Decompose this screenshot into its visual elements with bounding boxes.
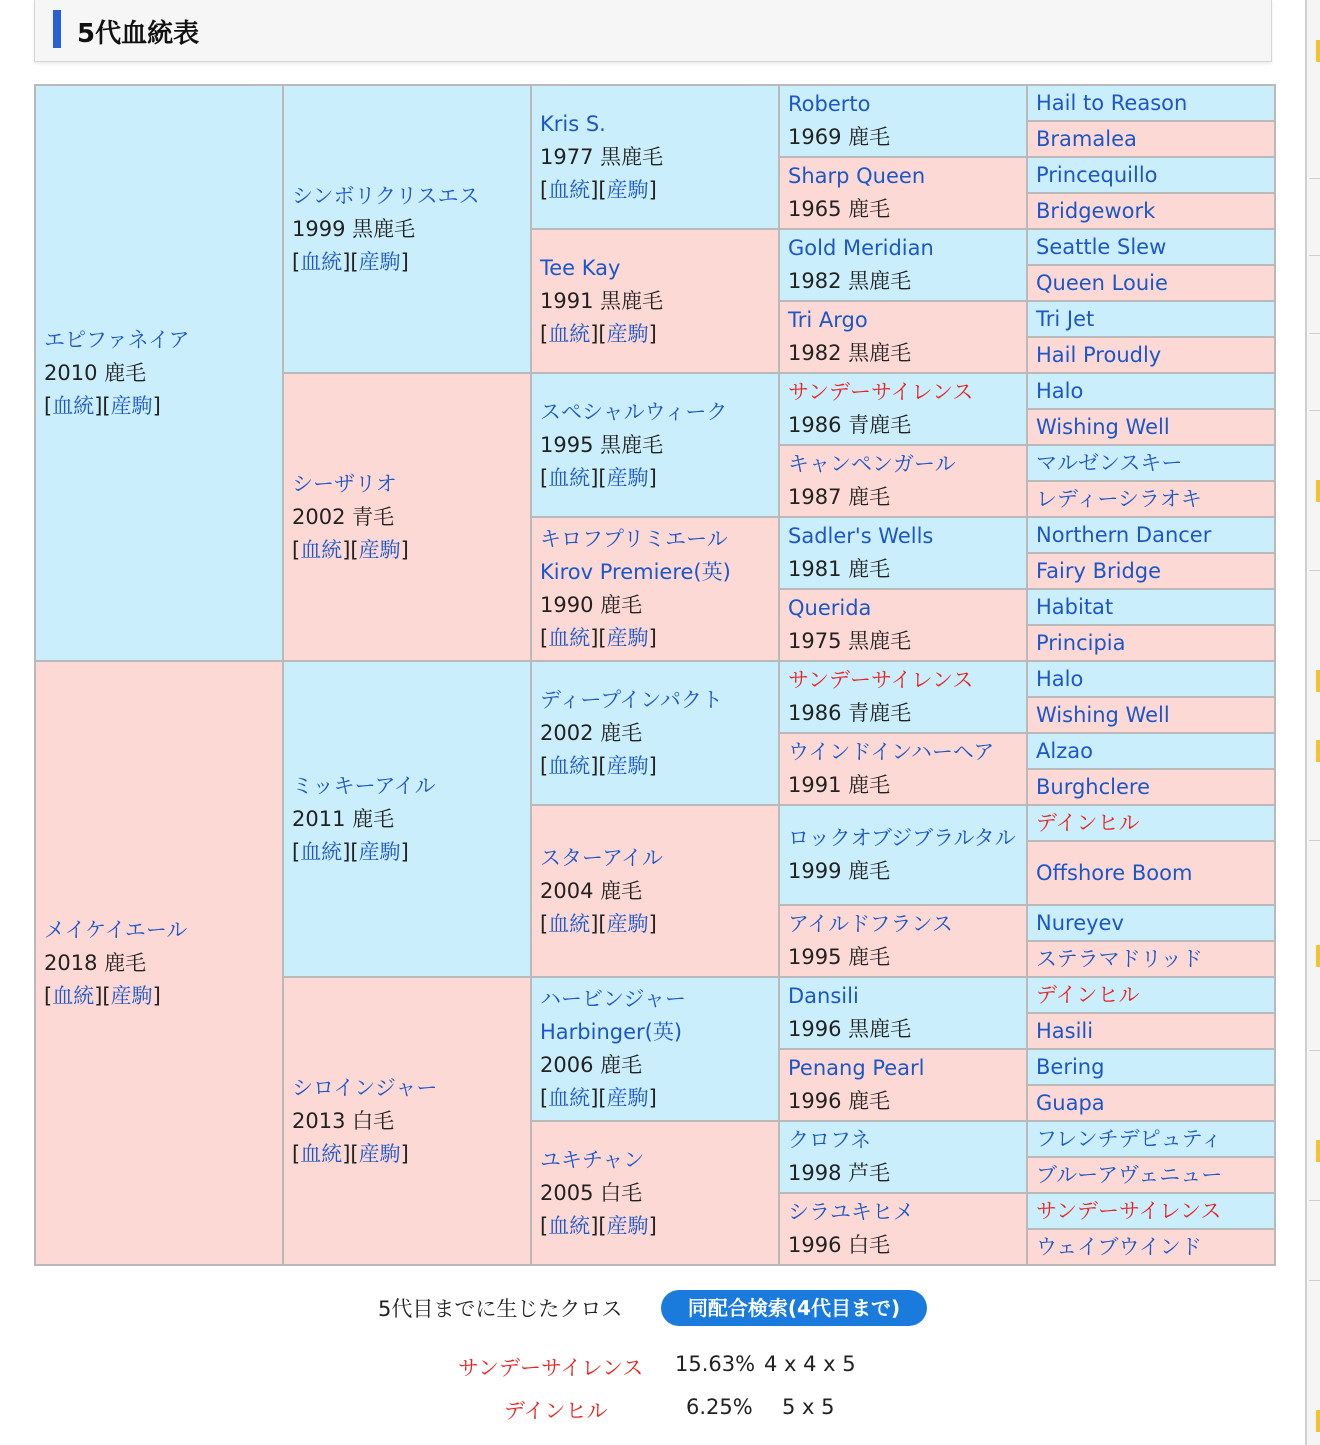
pedigree-cell-gen4: [779, 733, 1027, 805]
pedigree-cell-gen3: [531, 977, 779, 1121]
pedigree-cell-gen4: [779, 85, 1027, 157]
progeny-link[interactable]: 産駒: [110, 983, 153, 1008]
progeny-link[interactable]: 産駒: [358, 249, 401, 274]
horse-name-link[interactable]: ミッキーアイル: [292, 773, 436, 798]
horse-name-link[interactable]: フレンチデピュティ: [1036, 1126, 1222, 1151]
pedigree-link[interactable]: 血統: [548, 1086, 591, 1110]
progeny-link[interactable]: 産駒: [358, 839, 401, 864]
pedigree-cell-gen5: [1027, 1157, 1275, 1193]
horse-birth-color: 1991 黒鹿毛: [540, 288, 664, 313]
pedigree-cell-gen3: [531, 229, 779, 373]
cross-pattern: 5 x 5: [782, 1395, 835, 1419]
horse-birth-color: 1987 鹿毛: [788, 485, 891, 509]
progeny-link[interactable]: 産駒: [358, 1141, 401, 1166]
pedigree-cell-gen5: [1027, 157, 1275, 193]
side-divider: [1309, 840, 1320, 841]
horse-links: [血統][産駒]: [540, 911, 657, 936]
pedigree-cell-gen5: [1027, 1121, 1275, 1157]
pedigree-cell-gen5: [1027, 193, 1275, 229]
horse-birth-color: 2005 白毛: [540, 1180, 643, 1205]
horse-name-link[interactable]: サンデーサイレンス: [1036, 1198, 1222, 1223]
pedigree-cell-gen5: [1027, 517, 1275, 553]
horse-links: [血統][産駒]: [292, 249, 409, 274]
pedigree-cell-gen1: [35, 661, 283, 1265]
horse-name-link[interactable]: Sharp Queen: [788, 164, 926, 188]
horse-name-link[interactable]: Fairy Bridge: [1036, 558, 1162, 583]
progeny-link[interactable]: 産駒: [606, 465, 649, 490]
pedigree-link[interactable]: 血統: [548, 911, 591, 936]
pedigree-link[interactable]: 血統: [548, 177, 591, 202]
horse-name-link[interactable]: Hasili: [1036, 1018, 1094, 1043]
horse-birth-color: 1986 青鹿毛: [788, 701, 912, 725]
side-divider: [1309, 1200, 1320, 1201]
horse-name-link[interactable]: Roberto: [788, 92, 871, 116]
horse-birth-color: 1995 鹿毛: [788, 945, 891, 969]
horse-birth-color: 1991 鹿毛: [788, 773, 891, 797]
pedigree-cell-gen4: [779, 157, 1027, 229]
side-scroll-strip: [1305, 0, 1320, 1445]
pedigree-cell-gen5: [1027, 553, 1275, 589]
horse-name-link[interactable]: Penang Pearl: [788, 1056, 925, 1080]
horse-links: [血統][産駒]: [292, 537, 409, 562]
pedigree-cell-gen4: [779, 905, 1027, 977]
horse-name-link[interactable]: ディープインパクト: [540, 687, 723, 712]
pedigree-cell-gen4: [779, 517, 1027, 589]
horse-birth-color: 2013 白毛: [292, 1108, 395, 1133]
pedigree-row: [35, 661, 1275, 697]
pedigree-cell-gen5: [1027, 769, 1275, 805]
pedigree-link[interactable]: 血統: [300, 537, 343, 562]
horse-name-link[interactable]: Bramalea: [1036, 126, 1137, 151]
pedigree-cell-gen5: [1027, 1013, 1275, 1049]
side-divider: [1309, 255, 1320, 256]
horse-links: [血統][産駒]: [540, 321, 657, 346]
same-mating-search-button[interactable]: 同配合検索(4代目まで): [661, 1290, 927, 1326]
progeny-link[interactable]: 産駒: [606, 753, 649, 778]
pedigree-link[interactable]: 血統: [548, 626, 591, 650]
horse-name-link[interactable]: Kris S.: [540, 111, 606, 136]
horse-name-link[interactable]: シロインジャー: [292, 1075, 438, 1100]
horse-birth-color: 1981 鹿毛: [788, 557, 891, 581]
horse-links: [血統][産駒]: [44, 393, 161, 418]
pedigree-link[interactable]: 血統: [548, 753, 591, 778]
horse-birth-color: 1975 黒鹿毛: [788, 629, 912, 653]
pedigree-cell-gen4: [779, 1049, 1027, 1121]
horse-name-link[interactable]: ステラマドリッド: [1036, 946, 1203, 971]
side-divider: [1309, 570, 1320, 571]
horse-name-link[interactable]: ロックオブジブラルタル: [788, 826, 1016, 850]
horse-name-link[interactable]: キロフプリミエール: [540, 527, 728, 551]
horse-name-link[interactable]: Tee Kay: [540, 255, 621, 280]
horse-name-link[interactable]: レディーシラオキ: [1036, 486, 1202, 511]
progeny-link[interactable]: 産駒: [358, 537, 401, 562]
side-marker: [1316, 480, 1320, 502]
pedigree-cell-gen4: [779, 805, 1027, 905]
pedigree-cell-gen4: [779, 661, 1027, 733]
side-marker: [1316, 740, 1320, 762]
cross-pattern: 4 x 4 x 5: [764, 1352, 856, 1376]
horse-name-link[interactable]: Alzao: [1036, 738, 1093, 763]
horse-birth-color: 1965 鹿毛: [788, 197, 891, 221]
pedigree-cell-gen2: [283, 373, 531, 661]
horse-name-link[interactable]: Halo: [1036, 378, 1084, 403]
pedigree-cell-gen4: [779, 301, 1027, 373]
horse-birth-color: 1995 黒鹿毛: [540, 432, 664, 457]
horse-name-link[interactable]: Queen Louie: [1036, 270, 1168, 295]
pedigree-cell-gen5: [1027, 661, 1275, 697]
progeny-link[interactable]: 産駒: [606, 321, 649, 346]
horse-birth-color: 1986 青鹿毛: [788, 413, 912, 437]
pedigree-link[interactable]: 血統: [52, 983, 95, 1008]
horse-name-link[interactable]: クロフネ: [788, 1128, 872, 1152]
horse-birth-color: 2018 鹿毛: [44, 950, 147, 975]
horse-links: [血統][産駒]: [540, 465, 657, 490]
side-marker: [1316, 1410, 1320, 1432]
horse-name-link[interactable]: デインヒル: [1036, 810, 1140, 835]
pedigree-cell-gen4: [779, 1121, 1027, 1193]
horse-birth-color: 1999 黒鹿毛: [292, 216, 416, 241]
side-divider: [1309, 1280, 1320, 1281]
horse-name-link[interactable]: Sadler's Wells: [788, 524, 934, 548]
pedigree-cell-gen5: [1027, 841, 1275, 905]
progeny-link[interactable]: 産駒: [606, 911, 649, 936]
progeny-link[interactable]: 産駒: [606, 177, 649, 202]
pedigree-cell-gen3: [531, 1121, 779, 1265]
progeny-link[interactable]: 産駒: [606, 1213, 649, 1238]
side-marker: [1316, 945, 1320, 967]
horse-name-link[interactable]: Wishing Well: [1036, 414, 1170, 439]
horse-birth-color: 1982 黒鹿毛: [788, 341, 912, 365]
horse-links: [血統][産駒]: [44, 983, 161, 1008]
horse-name-link[interactable]: ウインドインハーヘア: [788, 740, 995, 764]
pedigree-cell-gen5: [1027, 265, 1275, 301]
pedigree-cell-gen4: [779, 589, 1027, 661]
pedigree-cell-gen2: [283, 661, 531, 977]
horse-birth-color: 2010 鹿毛: [44, 360, 147, 385]
horse-links: [血統][産駒]: [292, 1141, 409, 1166]
horse-links: [血統][産駒]: [540, 753, 657, 778]
horse-name-link[interactable]: Gold Meridian: [788, 236, 934, 260]
horse-name-link[interactable]: スペシャルウィーク: [540, 399, 728, 424]
pedigree-cell-gen3: [531, 85, 779, 229]
horse-birth-color: 1998 芦毛: [788, 1161, 891, 1185]
horse-birth-color: 1996 黒鹿毛: [788, 1017, 912, 1041]
pedigree-cell-gen3: [531, 805, 779, 977]
horse-birth-color: 1996 鹿毛: [788, 1089, 891, 1113]
pedigree-cell-gen1: [35, 85, 283, 661]
pedigree-cell-gen2: [283, 85, 531, 373]
horse-name-link[interactable]: Princequillo: [1036, 162, 1158, 187]
pedigree-cell-gen5: [1027, 589, 1275, 625]
horse-name-link[interactable]: シーザリオ: [292, 471, 397, 496]
horse-name-link[interactable]: マルゼンスキー: [1036, 450, 1183, 475]
page-title: 5代血統表: [77, 19, 200, 49]
horse-name-link[interactable]: Harbinger(英): [540, 1020, 683, 1044]
horse-birth-color: 2011 鹿毛: [292, 806, 395, 831]
horse-links: [血統][産駒]: [540, 1086, 657, 1110]
horse-name-link[interactable]: Bridgework: [1036, 198, 1156, 223]
horse-birth-color: 1982 黒鹿毛: [788, 269, 912, 293]
horse-name-link[interactable]: Kirov Premiere(英): [540, 560, 731, 584]
progeny-link[interactable]: 産駒: [606, 1086, 649, 1110]
pedigree-cell-gen4: [779, 977, 1027, 1049]
horse-name-link[interactable]: Burghclere: [1036, 774, 1151, 799]
pedigree-cell-gen5: [1027, 409, 1275, 445]
horse-name-link[interactable]: サンデーサイレンス: [788, 668, 974, 692]
pedigree-cell-gen5: [1027, 373, 1275, 409]
pedigree-cell-gen5: [1027, 733, 1275, 769]
horse-name-link[interactable]: Tri Jet: [1036, 306, 1095, 331]
pedigree-link[interactable]: 血統: [300, 1141, 343, 1166]
horse-name-link[interactable]: Guapa: [1036, 1090, 1105, 1115]
pedigree-link[interactable]: 血統: [548, 1213, 591, 1238]
side-divider: [1309, 1050, 1320, 1051]
pedigree-table: [34, 84, 1276, 1266]
horse-birth-color: 1969 鹿毛: [788, 125, 891, 149]
side-divider: [1309, 178, 1320, 179]
header-accent-bar: [53, 10, 61, 48]
horse-name-link[interactable]: Seattle Slew: [1036, 234, 1167, 259]
pedigree-cell-gen4: [779, 229, 1027, 301]
pedigree-cell-gen5: [1027, 805, 1275, 841]
horse-name-link[interactable]: Nureyev: [1036, 910, 1124, 935]
pedigree-cell-gen5: [1027, 977, 1275, 1013]
horse-name-link[interactable]: エピファネイア: [44, 327, 190, 352]
pedigree-cell-gen5: [1027, 229, 1275, 265]
progeny-link[interactable]: 産駒: [110, 393, 153, 418]
horse-birth-color: 1999 鹿毛: [788, 859, 891, 883]
horse-birth-color: 2004 鹿毛: [540, 878, 643, 903]
progeny-link[interactable]: 産駒: [606, 626, 649, 650]
pedigree-cell-gen3: [531, 373, 779, 517]
horse-links: [血統][産駒]: [292, 839, 409, 864]
side-divider: [1309, 333, 1320, 334]
horse-birth-color: 1996 白毛: [788, 1233, 891, 1257]
side-marker: [1316, 40, 1320, 62]
horse-name-link[interactable]: Halo: [1036, 666, 1084, 691]
horse-name-link[interactable]: アイルドフランス: [788, 912, 953, 936]
pedigree-cell-gen5: [1027, 337, 1275, 373]
cross-heading: 5代目までに生じたクロス: [378, 1297, 623, 1321]
pedigree-cell-gen4: [779, 373, 1027, 445]
pedigree-cell-gen5: [1027, 301, 1275, 337]
horse-name-link[interactable]: Querida: [788, 596, 872, 620]
pedigree-cell-gen5: [1027, 1229, 1275, 1265]
horse-birth-color: 2002 鹿毛: [540, 720, 643, 745]
horse-name-link[interactable]: デインヒル: [1036, 982, 1140, 1007]
horse-name-link[interactable]: サンデーサイレンス: [788, 380, 974, 404]
horse-links: [血統][産駒]: [540, 177, 657, 202]
pedigree-cell-gen4: [779, 1193, 1027, 1265]
pedigree-cell-gen5: [1027, 1049, 1275, 1085]
side-divider: [1309, 410, 1320, 411]
horse-links: [血統][産駒]: [540, 626, 657, 650]
horse-name-link[interactable]: キャンペンガール: [788, 452, 956, 476]
pedigree-cell-gen5: [1027, 1085, 1275, 1121]
horse-birth-color: 2006 鹿毛: [540, 1053, 643, 1077]
horse-name-link[interactable]: Habitat: [1036, 594, 1114, 619]
section-header: [34, 0, 1272, 62]
pedigree-link[interactable]: 血統: [300, 249, 343, 274]
horse-name-link[interactable]: Northern Dancer: [1036, 522, 1212, 547]
horse-name-link[interactable]: Wishing Well: [1036, 702, 1170, 727]
pedigree-cell-gen5: [1027, 697, 1275, 733]
horse-name-link[interactable]: Bering: [1036, 1054, 1105, 1079]
pedigree-cell-gen5: [1027, 481, 1275, 517]
pedigree-row: [35, 85, 1275, 121]
pedigree-cell-gen5: [1027, 625, 1275, 661]
cross-horse-link[interactable]: デインヒル: [504, 1399, 608, 1423]
pedigree-link[interactable]: 血統: [300, 839, 343, 864]
horse-name-link[interactable]: シンボリクリスエス: [292, 183, 480, 208]
pedigree-cell-gen5: [1027, 445, 1275, 481]
horse-birth-color: 1990 鹿毛: [540, 593, 643, 617]
pedigree-cell-gen2: [283, 977, 531, 1265]
pedigree-cell-gen5: [1027, 121, 1275, 157]
pedigree-cell-gen5: [1027, 941, 1275, 977]
pedigree-link[interactable]: 血統: [548, 321, 591, 346]
horse-name-link[interactable]: シラユキヒメ: [788, 1200, 914, 1224]
horse-name-link[interactable]: メイケイエール: [44, 917, 188, 942]
side-marker: [1316, 670, 1320, 692]
horse-birth-color: 1977 黒鹿毛: [540, 144, 664, 169]
pedigree-cell-gen3: [531, 517, 779, 661]
horse-name-link[interactable]: Tri Argo: [788, 308, 868, 332]
cross-percent: 6.25%: [686, 1395, 753, 1419]
horse-name-link[interactable]: Hail Proudly: [1036, 342, 1162, 367]
horse-birth-color: 2002 青毛: [292, 504, 395, 529]
pedigree-link[interactable]: 血統: [52, 393, 95, 418]
horse-name-link[interactable]: Offshore Boom: [1036, 860, 1193, 885]
horse-name-link[interactable]: スターアイル: [540, 845, 664, 870]
pedigree-link[interactable]: 血統: [548, 465, 591, 490]
cross-percent: 15.63%: [675, 1352, 756, 1376]
horse-name-link[interactable]: Principia: [1036, 630, 1126, 655]
horse-name-link[interactable]: Hail to Reason: [1036, 90, 1188, 115]
pedigree-cell-gen3: [531, 661, 779, 805]
horse-name-link[interactable]: ウェイブウインド: [1036, 1234, 1202, 1259]
pedigree-cell-gen5: [1027, 905, 1275, 941]
horse-name-link[interactable]: ブルーアヴェニュー: [1036, 1162, 1223, 1187]
horse-name-link[interactable]: ハービンジャー: [540, 987, 687, 1011]
horse-name-link[interactable]: ユキチャン: [540, 1147, 645, 1172]
horse-name-link[interactable]: Dansili: [788, 984, 859, 1008]
pedigree-cell-gen5: [1027, 85, 1275, 121]
pedigree-cell-gen4: [779, 445, 1027, 517]
cross-horse-link[interactable]: サンデーサイレンス: [458, 1356, 644, 1380]
side-marker: [1316, 1140, 1320, 1162]
horse-links: [血統][産駒]: [540, 1213, 657, 1238]
pedigree-cell-gen5: [1027, 1193, 1275, 1229]
